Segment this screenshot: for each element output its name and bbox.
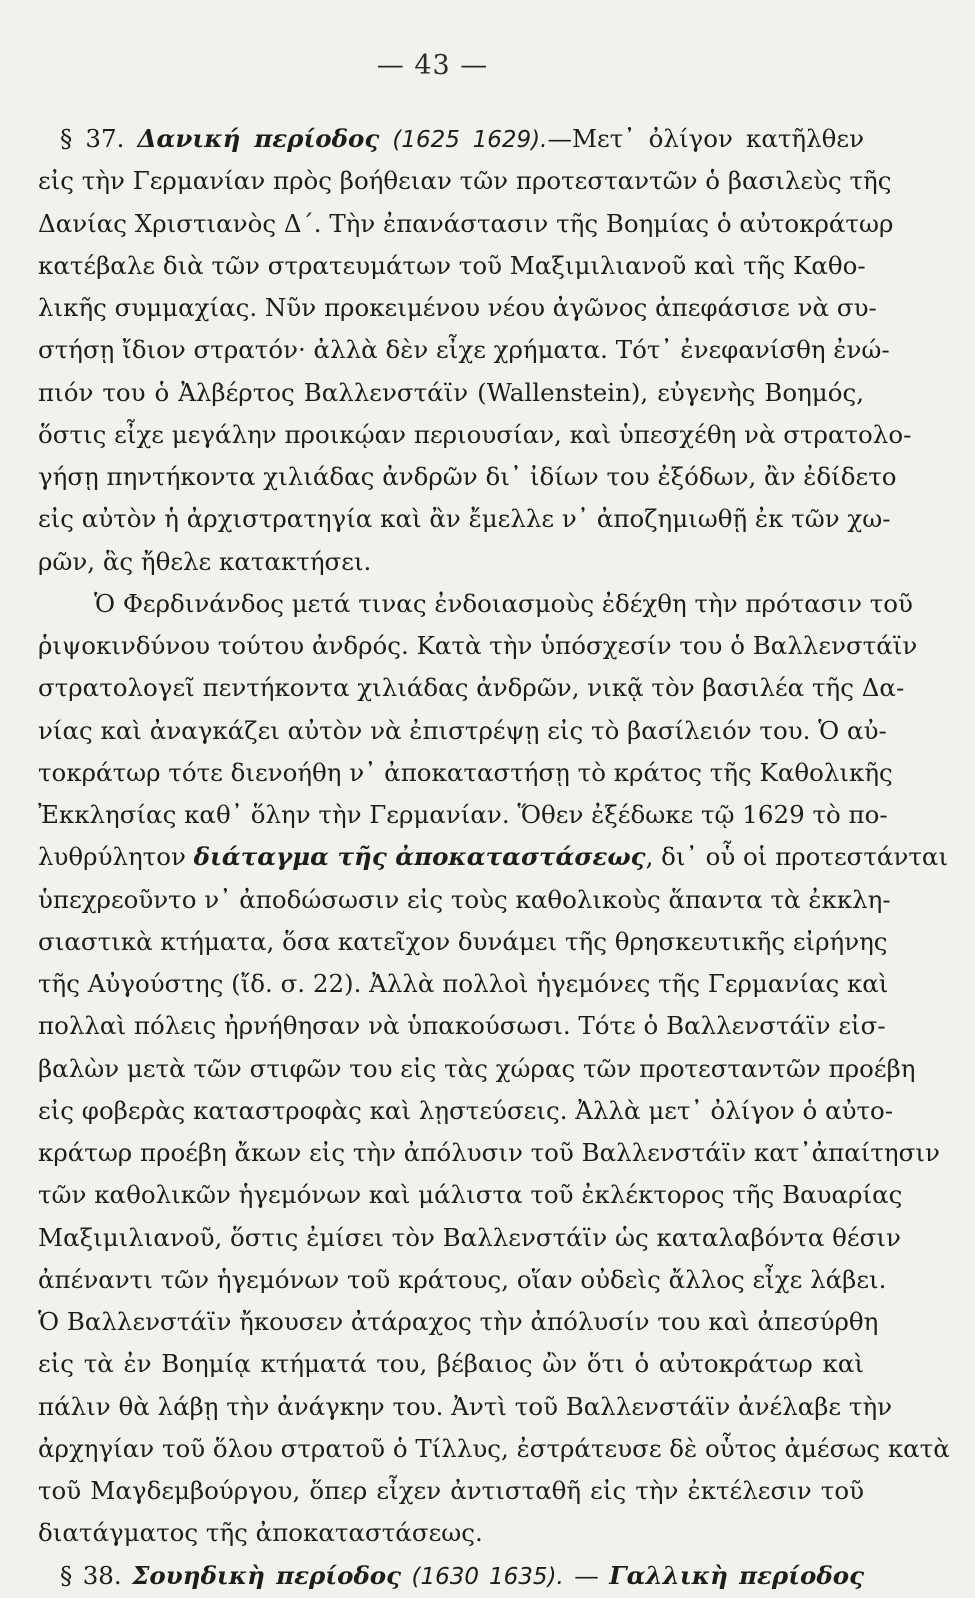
section-37-title: Δανική περίοδος [137,124,380,153]
text-line: στρατολογεῖ πεντήκοντα χιλιάδας ἀνδρῶν, νικᾷ τὸν βασιλέα τῆς Δα- [38,673,905,703]
emphasis-line-end: , δι᾽ οὗ οἱ προτεστάνται [645,842,949,872]
text-line: πιόν του ὁ Ἀλβέρτος Βαλλενστάϊν (Wallenstein), εὐγενὴς Βοημός, [38,377,864,407]
text-line: τῶν καθολικῶν ἡγεμόνων καὶ μάλιστα τοῦ ἐκλέκτορος τῆς Βαυαρίας [38,1180,903,1210]
edict-title: διάταγμα τῆς ἀποκαταστάσεως [193,842,646,872]
emphasis-line [38,836,949,878]
text-line: Δανίας Χριστιανὸς Δ΄. Τὴν ἐπανάστασιν τῆς Βοημίας ὁ αὐτοκράτωρ [38,208,894,238]
page-number: — 43 — [376,50,489,81]
text-line: κατέβαλε διὰ τῶν στρατευμάτων τοῦ Μαξιμιλιανοῦ καὶ τῆς Καθο- [38,250,866,280]
text-line: εἰς αὐτὸν ἡ ἀρχιστρατηγία καὶ ἂν ἔμελλε ν᾽ ἀποζημιωθῇ ἐκ τῶν χω- [38,504,891,534]
section-37-date-close: ). [531,127,548,153]
text-line: λικῆς συμμαχίας. Νῦν προκειμένου νέου ἀγῶνος ἀπεφάσισε νὰ συ- [38,293,877,322]
section-37-heading-line [38,118,864,160]
section-38-date-close: ). [547,1563,564,1590]
text-line: τῆς Αὐγούστης (ἴδ. σ. 22). Ἀλλὰ πολλοὶ ἡγεμόνες τῆς Γερμανίας καὶ [38,969,889,998]
section-38-subtitle: Γαλλικὴ περίοδος [609,1560,864,1590]
text-line: νίας καὶ ἀναγκάζει αὐτὸν νὰ ἐπιστρέψῃ εἰς τὸ βασίλειόν του. Ὁ αὐ- [38,715,887,745]
text-line: τοκράτωρ τότε διενοήθη ν᾽ ἀποκαταστήσῃ τὸ κράτος τῆς Καθολικῆς [38,757,893,787]
paragraph-2-first-line: Ὁ Φερδινάνδος μετά τινας ἐνδοιασμοὺς ἐδέχθη τὴν πρότασιν τοῦ [94,588,913,618]
text-line: εἰς τὴν Γερμανίαν πρὸς βοήθειαν τῶν προτεσταντῶν ὁ βασιλεὺς τῆς [38,166,892,196]
text-line: τοῦ Μαγδεμβούργου, ὅπερ εἶχεν ἀντισταθῆ εἰς τὴν ἐκτέλεσιν τοῦ [38,1476,864,1505]
text-line: κράτωρ προέβη ἄκων εἰς τὴν ἀπόλυσιν τοῦ Βαλλενστάϊν κατ᾽ἀπαίτησιν [38,1138,940,1167]
text-line: πολλαὶ πόλεις ἠρνήθησαν νὰ ὑπακούσωσι. Τότε ὁ Βαλλενστάϊν εἰσ- [38,1011,886,1041]
text-line: ἀπέναντι τῶν ἡγεμόνων τοῦ κράτους, οἵαν οὐδεὶς ἄλλος εἶχε λάβει. [38,1264,887,1294]
section-37-number: § 37. [60,124,125,153]
text-line: πάλιν θὰ λάβῃ τὴν ἀνάγκην του. Ἀντὶ τοῦ Βαλλενστάϊν ἀνέλαβε τὴν [38,1391,893,1421]
section-38-date-open: ( [411,1563,421,1590]
text-line: ρῶν, ἃς ἤθελε κατακτήσει. [38,546,372,576]
text-line: βαλὼν μετὰ τῶν στιφῶν του εἰς τὰς χώρας τῶν προτεσταντῶν προέβη [38,1053,916,1083]
text-line: σιαστικὰ κτήματα, ὅσα κατεῖχον δυνάμει τῆς θρησκευτικῆς εἰρήνης [38,926,888,956]
emphasis-line-start: λυθρύλητον [38,842,186,872]
text-line: ὑπεχρεοῦντο ν᾽ ἀποδώσωσιν εἰς τοὺς καθολικοὺς ἅπαντα τὰ ἐκκλη- [38,884,891,914]
text-line: Ἐκκλησίας καθ᾽ ὅλην τὴν Γερμανίαν. Ὅθεν ἐξέδωκε τῷ 1629 τὸ πο- [38,800,888,829]
text-line: εἰς φοβερὰς καταστροφὰς καὶ λῃστεύσεις. Ἀλλὰ μετ᾽ ὀλίγον ὁ αὐτο- [38,1095,894,1125]
section-38-dash: — [574,1560,599,1590]
text-line: Ὁ Βαλλενστάϊν ἤκουσεν ἀτάραχος τὴν ἀπόλυσίν του καὶ ἀπεσύρθη [38,1307,879,1336]
section-38-number: § 38. [60,1560,122,1590]
section-37-date-open: ( [392,127,402,153]
section-38-heading-line [38,1555,864,1597]
section-38-title: Σουηδικὴ περίοδος [132,1560,402,1590]
text-line: στήσῃ ἴδιον στρατόν· ἀλλὰ δὲν εἶχε χρήματα. Τότ᾽ ἐνεφανίσθη ἐνώ- [38,335,890,365]
text-line: Μαξιμιλιανοῦ, ὅστις ἐμίσει τὸν Βαλλενστάϊν ὡς καταλαβόντα θέσιν [38,1222,901,1252]
section-37-line1-rest: —Μετ᾽ ὀλίγον κατῆλθεν [547,124,864,153]
text-line: εἰς τὰ ἐν Βοημίᾳ κτήματά του, βέβαιος ὢν ὅτι ὁ αὐτοκράτωρ καὶ [38,1349,864,1379]
section-37-date: 1625 1629 [401,127,532,153]
text-line: ῥιψοκινδύνου τούτου ἀνδρός. Κατὰ τὴν ὑπόσχεσίν του ὁ Βαλλενστάϊν [38,631,918,660]
text-line: ἀρχηγίαν τοῦ ὅλου στρατοῦ ὁ Τίλλυς, ἐστράτευσε δὲ οὗτος ἀμέσως κατὰ [38,1433,950,1463]
text-line: γήσῃ πηντήκοντα χιλιάδας ἀνδρῶν δι᾽ ἰδίων του ἐξόδων, ἂν ἐδίδετο [38,462,897,491]
body-text [38,118,950,1597]
text-line: διατάγματος τῆς ἀποκαταστάσεως. [38,1518,483,1548]
section-38-date: 1630 1635 [420,1563,548,1590]
text-line: ὅστις εἶχε μεγάλην προικῴαν περιουσίαν, καὶ ὑπεσχέθη νὰ στρατολο- [38,419,912,449]
